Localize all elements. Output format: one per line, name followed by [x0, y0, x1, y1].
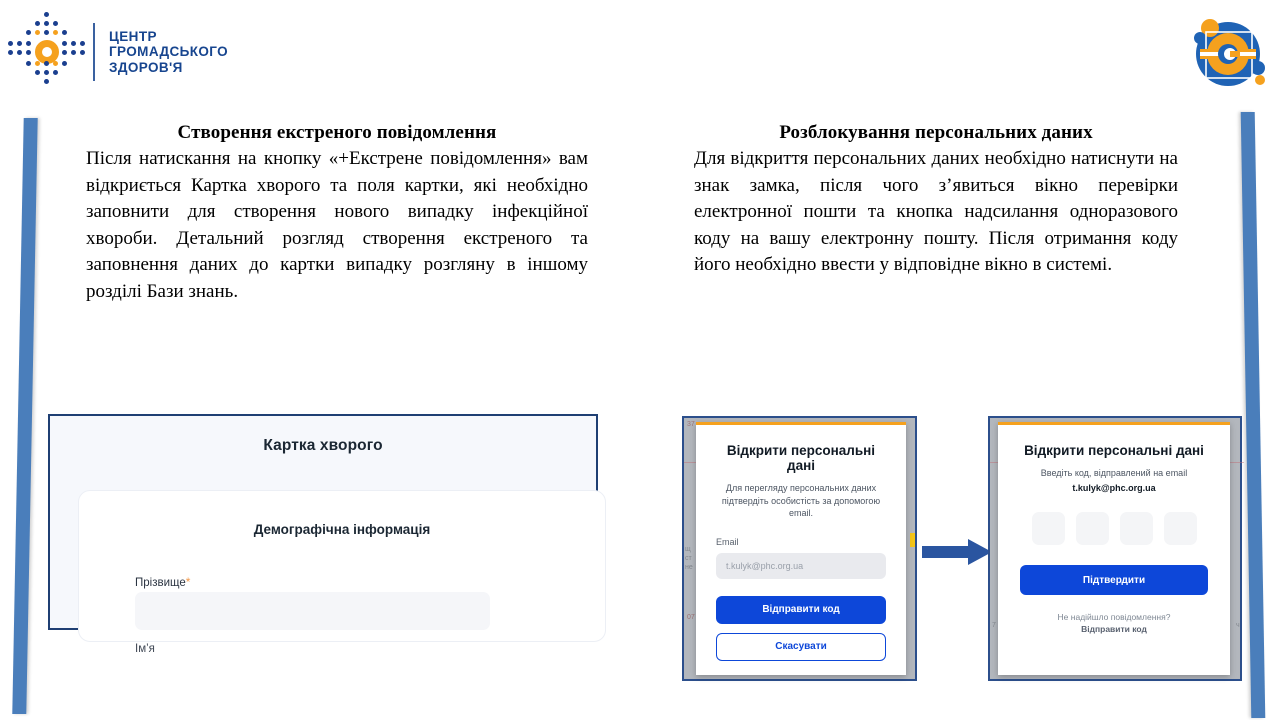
email-field-label: Email [716, 536, 739, 547]
left-column-body: Після натискання на кнопку «+Екстрене повідомлення» вам відкриється Картка хворого та поля картки, які необхідно заповнити для створення нового випадку інфекційної хвороби. Детальний розгляд створення екстреного та заповнення даних до картки випадку розгляну в іншому розділі Бази знань. [86, 148, 588, 302]
background-number-3: ст [685, 555, 692, 562]
email-dialog-title: Відкрити персональні дані [726, 443, 876, 473]
email-verification-screenshot [682, 416, 917, 681]
phc-logo-line-3: ЗДОРОВ'Я [109, 59, 183, 75]
code-digit-3[interactable] [1120, 512, 1153, 545]
code-entry-dialog [998, 422, 1230, 675]
email-verification-dialog [696, 422, 906, 675]
phc-logo [5, 8, 255, 96]
code-dialog-description: Введіть код, відправлений на email [1040, 468, 1188, 478]
patient-card-title: Картка хворого [263, 437, 383, 454]
phc-logo-mark-icon [5, 10, 89, 94]
surname-label-text: Прізвище [135, 577, 186, 589]
cancel-button[interactable]: Скасувати [716, 633, 886, 661]
right-column-body: Для відкриття персональних даних необхідно натиснути на знак замка, після чого з’явиться вікно перевірки електронної пошти та кнопка надсилання одноразового коду на вашу електронну пошту. Після отримання коду його необхідно ввести у відповідне вікно в системі. [694, 148, 1178, 275]
logo-divider [93, 23, 95, 81]
phc-logo-line-1: ЦЕНТР [109, 28, 157, 44]
surname-input[interactable] [135, 592, 490, 630]
decorative-bar-left [12, 118, 37, 714]
code-digit-1[interactable] [1032, 512, 1065, 545]
code-entry-screenshot [988, 416, 1242, 681]
code-digit-4[interactable] [1164, 512, 1197, 545]
left-column-heading: Створення екстреного повідомлення [177, 122, 497, 143]
right-column-heading: Розблокування персональних даних [779, 122, 1093, 143]
background-number-2: щ [685, 546, 691, 553]
required-asterisk: * [185, 575, 191, 589]
secondary-logo-icon [1180, 8, 1272, 100]
send-code-button[interactable]: Відправити код [716, 596, 886, 624]
resend-code-link-text: Відправити код [1081, 624, 1147, 634]
phc-logo-line-2: ГРОМАДСЬКОГО [109, 44, 229, 60]
background-number-6: 7 [992, 622, 996, 629]
resend-question: Не надійшло повідомлення? [1057, 612, 1171, 622]
text-column-left [86, 122, 588, 305]
phc-logo-wordmark [109, 29, 228, 76]
demographic-panel [78, 490, 606, 655]
surname-field-label [135, 575, 190, 589]
email-dialog-description: Для перегляду персональних даних підтвердіть особистість за допомогою email. [721, 483, 881, 518]
demographic-section-title: Демографічна інформація [253, 522, 431, 537]
patient-card-screenshot [48, 414, 598, 655]
decorative-bar-right [1241, 112, 1266, 718]
background-number-1: 37 [687, 421, 695, 428]
next-field-label-clipped: Ім’я [135, 643, 155, 655]
code-digit-2[interactable] [1076, 512, 1109, 545]
background-number-5: 07 [687, 614, 695, 621]
code-input-group[interactable] [1020, 512, 1208, 545]
email-input[interactable]: t.kulyk@phc.org.ua [716, 553, 886, 579]
background-number-7: ч [1236, 622, 1240, 629]
confirm-button[interactable]: Підтвердити [1020, 565, 1208, 595]
code-dialog-title: Відкрити персональні дані [1024, 443, 1204, 458]
next-step-arrow-icon [922, 537, 994, 567]
code-dialog-email-text: t.kulyk@phc.org.ua [1072, 482, 1156, 493]
background-number-4: не [685, 564, 693, 571]
code-dialog-email [1020, 482, 1208, 495]
resend-code-link[interactable] [1020, 623, 1208, 635]
text-column-right [694, 122, 1178, 279]
background-highlight-marker [910, 533, 915, 547]
